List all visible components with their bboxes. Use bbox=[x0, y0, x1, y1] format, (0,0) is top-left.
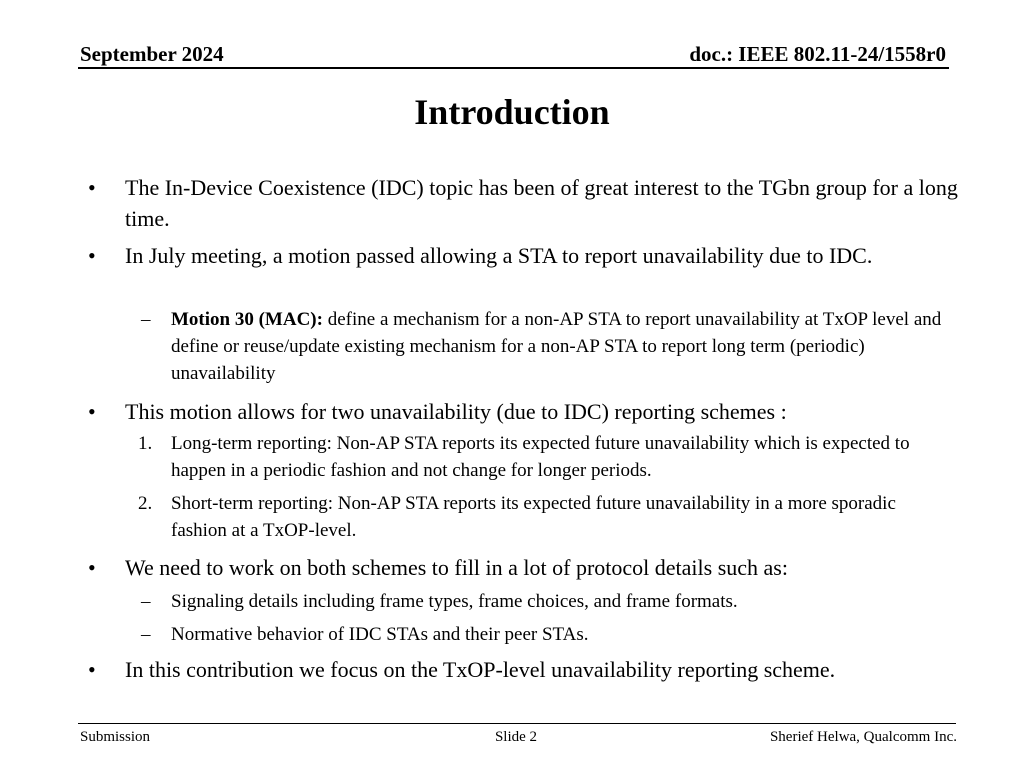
item-text: Signaling details including frame types, frame choices, and frame formats. bbox=[171, 591, 738, 612]
sub-bullet-normative bbox=[141, 621, 951, 648]
header-date: September 2024 bbox=[80, 42, 224, 66]
bullet-idc-interest bbox=[88, 172, 960, 234]
motion-text: define a mechanism for a non-AP STA to report unavailability at TxOP level and define or reuse/update existing mechanism for a non-AP STA to report long term (periodic) unavailability bbox=[171, 309, 942, 384]
bullet-text: We need to work on both schemes to fill in a lot of protocol details such as: bbox=[125, 555, 788, 580]
header-rule bbox=[78, 67, 949, 69]
bullet-marker: • bbox=[88, 399, 96, 424]
numbered-item-long-term bbox=[138, 430, 951, 484]
item-text: Normative behavior of IDC STAs and their peer STAs. bbox=[171, 624, 589, 645]
dash-marker: – bbox=[141, 309, 151, 330]
motion-label: Motion 30 (MAC): bbox=[171, 309, 323, 330]
number-marker: 1. bbox=[138, 433, 153, 454]
dash-marker: – bbox=[141, 624, 151, 645]
sub-bullet-motion-30 bbox=[141, 306, 951, 387]
slide-title: Introduction bbox=[414, 92, 610, 132]
bullet-text: This motion allows for two unavailability (due to IDC) reporting schemes : bbox=[125, 399, 787, 424]
bullet-marker: • bbox=[88, 175, 96, 200]
footer-rule bbox=[78, 723, 956, 724]
sub-bullet-signaling bbox=[141, 588, 951, 615]
numbered-item-short-term bbox=[138, 490, 951, 544]
bullet-marker: • bbox=[88, 657, 96, 682]
bullet-protocol-details bbox=[88, 552, 960, 583]
bullet-marker: • bbox=[88, 555, 96, 580]
number-marker: 2. bbox=[138, 493, 153, 514]
dash-marker: – bbox=[141, 591, 151, 612]
header-doc-id: doc.: IEEE 802.11-24/1558r0 bbox=[689, 42, 946, 66]
bullet-contribution-focus bbox=[88, 654, 960, 685]
bullet-two-schemes bbox=[88, 396, 960, 427]
bullet-text: The In-Device Coexistence (IDC) topic has been of great interest to the TGbn group for a long time. bbox=[125, 175, 958, 231]
bullet-july-motion bbox=[88, 240, 960, 271]
footer-author: Sherief Helwa, Qualcomm Inc. bbox=[769, 729, 957, 745]
item-text: Short-term reporting: Non-AP STA reports its expected future unavailability in a more sporadic fashion at a TxOP-level. bbox=[171, 493, 896, 541]
item-text: Long-term reporting: Non-AP STA reports its expected future unavailability which is expected to happen in a periodic fashion and not change for longer periods. bbox=[171, 433, 910, 481]
bullet-marker: • bbox=[88, 243, 96, 268]
footer-submission: Submission bbox=[80, 729, 151, 745]
bullet-text: In July meeting, a motion passed allowing a STA to report unavailability due to IDC. bbox=[125, 243, 873, 268]
footer-slide-number: Slide 2 bbox=[494, 729, 538, 745]
bullet-text: In this contribution we focus on the TxOP-level unavailability reporting scheme. bbox=[125, 657, 836, 682]
